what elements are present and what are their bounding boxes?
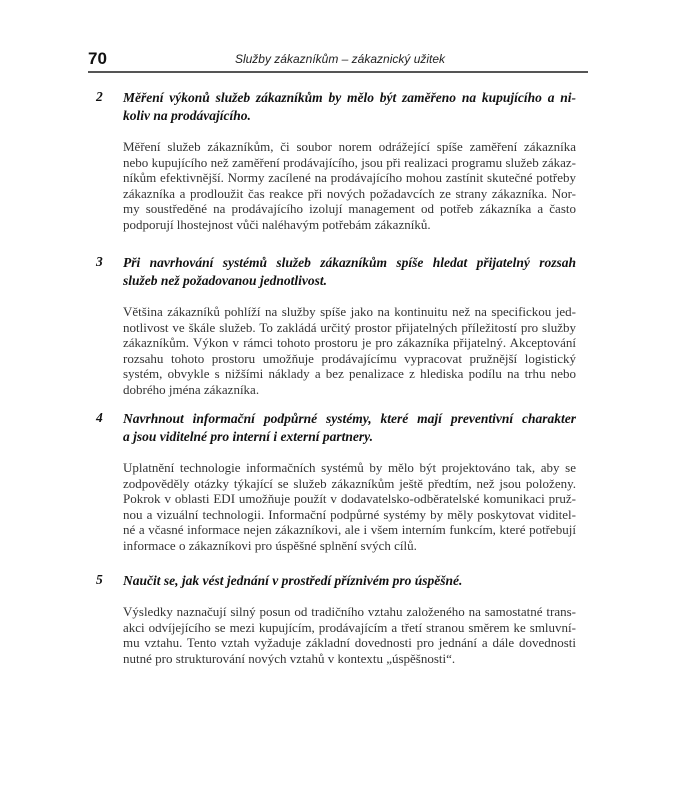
text-line: né a včasné informace nejen zákazníkovi, ale i všem interním funkcím, které potřebují — [123, 522, 576, 537]
section-4 — [96, 410, 576, 553]
text-line: akci odvíjejícího se mezi kupujícím, prodávajícím a třetí stranou směrem ke smluvní- — [123, 619, 576, 635]
section-heading — [123, 410, 576, 446]
text-line: rozsahu tohoto prostoru umožňuje prodávajícímu vypracovat pružnější logistický — [123, 350, 576, 366]
heading-line: Naučit se, jak vést jednání v prostředí příznivém pro úspěšné. — [123, 573, 463, 588]
text-line: nou a vizuální technologii. Informační podpůrné systémy by měly poskytovat viditel- — [123, 506, 576, 522]
section-number: 5 — [96, 572, 103, 587]
text-line: nutné pro strukturování nových vztahů v kontextu „úspěšnosti“. — [123, 650, 456, 666]
text-line: mu vztahu. Tento vztah vyžaduje základní dovednosti pro jednání a dále dovednosti — [123, 635, 576, 650]
page-number: 70 — [88, 49, 107, 68]
heading-line: služeb než požadovanou jednotlivost. — [123, 273, 328, 288]
text-line: níkům efektivnější. Normy zacílené na prodávajícího mohou zastínit skutečné potřeby — [123, 170, 576, 185]
section-paragraph — [123, 604, 576, 666]
text-line: informace o zákazníkovi pro úspěšné splnění svých cílů. — [123, 537, 417, 553]
text-line: dobrého jména zákazníka. — [123, 381, 260, 397]
running-title: Služby zákazníkům – zákaznický užitek — [234, 52, 446, 66]
heading-line: Měření výkonů služeb zákazníkům by mělo být zaměřeno na kupujícího a ni- — [123, 90, 576, 105]
heading-line: a jsou viditelné pro interní i externí partnery. — [123, 429, 374, 444]
text-line: zodpověděly otázky týkající se služeb zákazníkům ještě předtím, než jsou položeny. — [123, 475, 576, 491]
section-paragraph — [123, 460, 576, 553]
section-number: 4 — [96, 410, 103, 425]
section-number: 3 — [96, 254, 103, 269]
text-line: Výsledky naznačují silný posun od tradičního vztahu založeného na samostatné trans- — [123, 604, 576, 619]
section-heading — [123, 254, 576, 290]
section-heading — [123, 572, 576, 590]
section-paragraph — [123, 139, 576, 232]
heading-line: Navrhnout informační podpůrné systémy, které mají preventivní charakter — [123, 411, 576, 426]
section-heading — [123, 89, 576, 125]
header-rule — [88, 71, 588, 73]
text-line: podporují lhostejnost vůči naléhavým potřebám zákazníků. — [123, 216, 431, 232]
section-paragraph — [123, 304, 576, 397]
section-5 — [96, 572, 576, 666]
section-number: 2 — [96, 89, 103, 104]
heading-line: Při navrhování systémů služeb zákazníkům spíše hledat přijatelný rozsah — [123, 255, 576, 270]
text-line: Pokrok v oblasti EDI umožňuje použít v dodavatelsko-odběratelské komunikaci pruž- — [123, 491, 576, 506]
text-line: Většina zákazníků pohlíží na služby spíše jako na kontinuitu než na specifickou jed- — [123, 304, 576, 319]
text-line: systém, obvykle s nižšími náklady a bez penalizace z hlediska podílu na trhu nebo — [123, 366, 576, 381]
section-3 — [96, 254, 576, 397]
text-line: Uplatnění technologie informačních systémů by mělo být projektováno tak, aby se — [123, 460, 576, 475]
section-2 — [96, 89, 576, 232]
text-line: Měření služeb zákazníkům, či soubor norem odrážející spíše zaměření zákazníka — [123, 139, 576, 154]
text-line: nebo kupujícího než zaměření prodávajícího, jsou při realizaci programu služeb zákaz- — [123, 154, 576, 170]
heading-line: koliv na prodávajícího. — [123, 108, 251, 123]
text-line: zákazníkům. Výkon v rámci tohoto prostoru je pro zákazníka přijatelný. Akceptování — [123, 335, 576, 350]
text-line: notlivost ve škále služeb. To zakládá určitý prostor přijatelných příležitostí pro služby — [123, 319, 576, 335]
text-line: zákazníka a prodloužit čas reakce při nových požadavcích ze strany zákazníka. Nor- — [123, 185, 576, 201]
text-line: my soustředěné na prodávajícího izolují management od potřeb zákazníka a často — [123, 201, 576, 216]
